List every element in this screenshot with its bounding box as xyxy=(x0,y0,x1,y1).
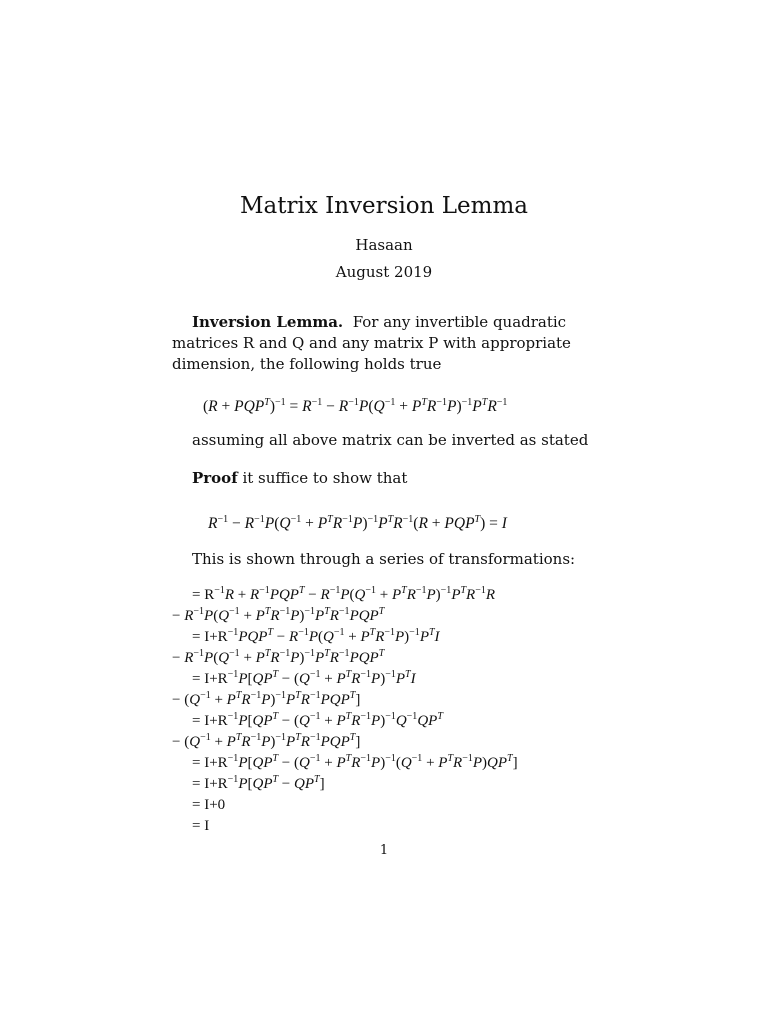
lemma-heading: Inversion Lemma. xyxy=(192,313,344,331)
proof-heading: Proof xyxy=(192,469,238,487)
derivation-step-5: = $I+R^{-1}P[QP^T - (Q^{-1} + P^TR^{-1}P)^{-1}(Q^{-1} + P^TR^{-1}P)QP^T]$ xyxy=(192,753,518,771)
derivation-step-6: = $I+R^{-1}P[QP^T - QP^T]$ xyxy=(192,774,325,792)
transform-intro: This is shown through a series of transformations: xyxy=(192,550,576,568)
lemma-paragraph xyxy=(172,312,617,375)
paper-title: Matrix Inversion Lemma xyxy=(240,193,528,219)
derivation-step-1: = $R^{-1}R + R^{-1}PQP^T - R^{-1}P(Q^{-1} + P^TR^{-1}P)^{-1}P^TR^{-1}R$ xyxy=(192,585,496,603)
lemma-statement: For any invertible quadratic matrices R and Q and any matrix P with appropriate dimension, the following holds true xyxy=(172,313,571,373)
proof-intro: it suffice to show that xyxy=(242,469,408,487)
derivation-step-4b: − $(Q^{-1} + P^TR^{-1}P)^{-1}P^TR^{-1}PQP^T$] xyxy=(172,732,361,750)
author-name: Hasaan xyxy=(355,236,413,254)
lemma-equation: $(R + PQP^T)^{-1} = R^{-1} - R^{-1}P(Q^{-1} + P^TR^{-1}P)^{-1}P^TR^{-1}$ xyxy=(203,397,508,415)
derivation-step-2b: − $R^{-1}P(Q^{-1} + P^TR^{-1}P)^{-1}P^TR^{-1}PQP^T$ xyxy=(172,648,385,666)
derivation-step-8: = I xyxy=(192,818,210,834)
proof-line xyxy=(192,469,407,487)
publication-date: August 2019 xyxy=(335,263,433,281)
derivation-step-3: = $I+R^{-1}P[QP^T - (Q^{-1} + P^TR^{-1}P)^{-1}P^TI$ xyxy=(192,669,416,687)
derivation-step-4: = $I+R^{-1}P[QP^T - (Q^{-1} + P^TR^{-1}P)^{-1}Q^{-1}QP^T$ xyxy=(192,711,443,729)
derivation-step-2: = $I+R^{-1}PQP^T - R^{-1}P(Q^{-1} + P^TR^{-1}P)^{-1}P^TI$ xyxy=(192,627,440,645)
derivation-step-1b: − $R^{-1}P(Q^{-1} + P^TR^{-1}P)^{-1}P^TR^{-1}PQP^T$ xyxy=(172,606,385,624)
lemma-note: assuming all above matrix can be inverted as stated xyxy=(192,431,589,449)
proof-goal-equation: $R^{-1} - R^{-1}P(Q^{-1} + P^TR^{-1}P)^{-1}P^TR^{-1}(R + PQP^T) = I$ xyxy=(208,514,507,532)
page-number: 1 xyxy=(379,843,389,858)
derivation-step-3b: − $(Q^{-1} + P^TR^{-1}P)^{-1}P^TR^{-1}PQP^T$] xyxy=(172,690,361,708)
derivation-step-7: = I+0 xyxy=(192,797,226,813)
